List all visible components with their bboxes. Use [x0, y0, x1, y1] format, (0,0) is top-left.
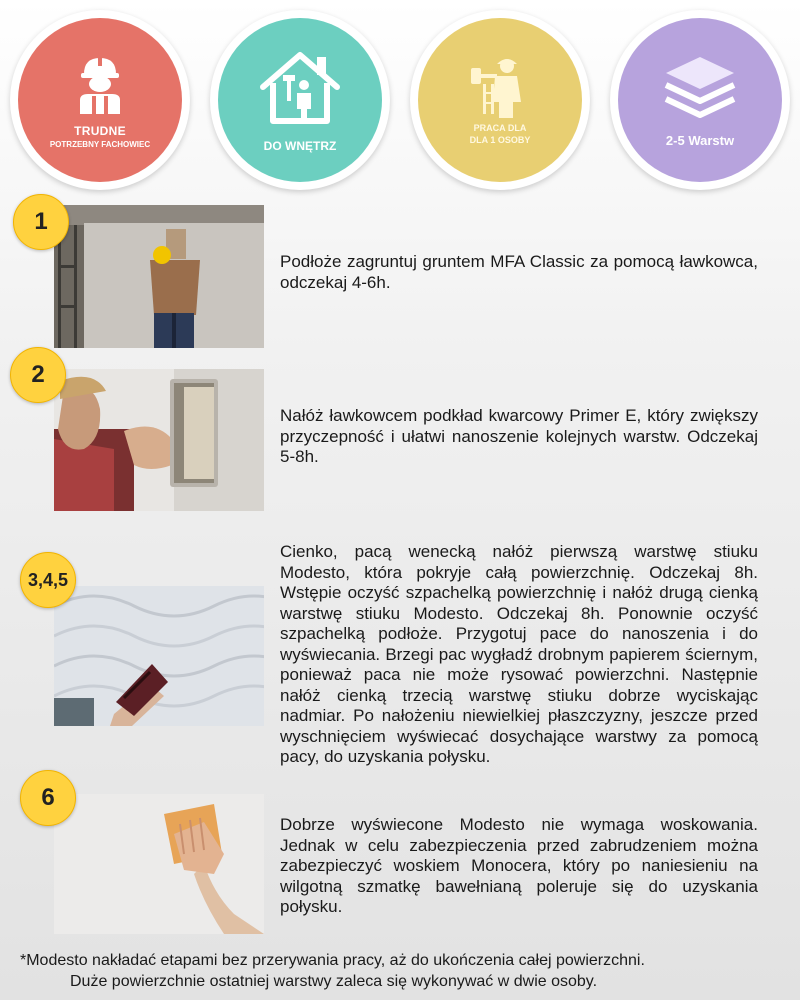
badge-single-person: [410, 10, 590, 190]
footnote-line-2: Duże powierzchnie ostatniej warstwy zaleca się wykonywać w dwie osoby.: [70, 973, 598, 990]
step-number: 6: [20, 770, 76, 826]
step-number: 2: [10, 347, 66, 403]
badge-interior-title: DO WNĘTRZ: [263, 139, 337, 153]
polishing-cloth-photo: [54, 794, 264, 934]
badge-single-person-title: PRACA DLA: [473, 123, 527, 133]
step-number: 1: [13, 194, 69, 250]
step-description: Nałóż ławkowcem podkład kwarcowy Primer E, który zwiększy przyczepność i ułatwi nanoszenie kolejnych warstw. Odczekaj 5-8h.: [280, 406, 758, 466]
trowel-stucco-photo: [54, 586, 264, 726]
step-description: Cienko, pacą wenecką nałóż pierwszą warstwę stiuku Modesto, która pokryje całą powierzchnię. Odczekaj 8h. Wstępie oczyść szpachelką powierzchnię i nałóż drugą cienką warstwę stiuku Modesto. Odczekaj 8h. Ponownie oczyść szpachelką podłoże. Przygotuj pace do nanoszenia i do wyświecania. Brzegi pac wygładź drobnym papierem ściernym, ponieważ paca nie może rysować powierzchni. Następnie nałóż cienką trzecią warstwę stiuku dobrze wyciskając nadmiar. Po nałożeniu niewielkiej płaszczyzny, jeszcze przed wyschnięciem wyświecać dosychające warstwy za pomocą pacy, do uzyskania połysku.: [280, 542, 758, 766]
brush-on-wall-photo: [54, 369, 264, 511]
house-painter-icon: [257, 47, 343, 125]
step-description: Podłoże zagruntuj gruntem MFA Classic za pomocą ławkowca, odczekaj 4-6h.: [280, 252, 758, 292]
footnote: [20, 950, 760, 992]
step-description: Dobrze wyświecone Modesto nie wymaga woskowania. Jednak w celu zabezpieczenia przed zabrudzeniem można zabezpieczyć woskiem Monocera, który po naniesieniu na wilgotną szmatkę bawełnianą poleruje się do uzyskania połysku.: [280, 815, 758, 916]
worker-priming-wall-photo: [54, 205, 264, 348]
badge-layers: [610, 10, 790, 190]
badge-difficulty: [10, 10, 190, 190]
layers-icon: [660, 53, 740, 119]
badge-layers-title: 2-5 Warstw: [665, 132, 735, 148]
step-number: 3,4,5: [20, 552, 76, 608]
badge-interior: [210, 10, 390, 190]
badge-difficulty-title: TRUDNE: [74, 123, 126, 138]
worker-icon: [72, 52, 128, 114]
single-painter-icon: [465, 54, 535, 118]
footnote-line-1: *Modesto nakładać etapami bez przerywania pracy, aż do ukończenia całej powierzchni.: [20, 952, 645, 969]
badge-single-person-subtitle: DLA 1 OSOBY: [469, 135, 531, 145]
badge-difficulty-subtitle: POTRZEBNY FACHOWIEC: [49, 139, 151, 149]
